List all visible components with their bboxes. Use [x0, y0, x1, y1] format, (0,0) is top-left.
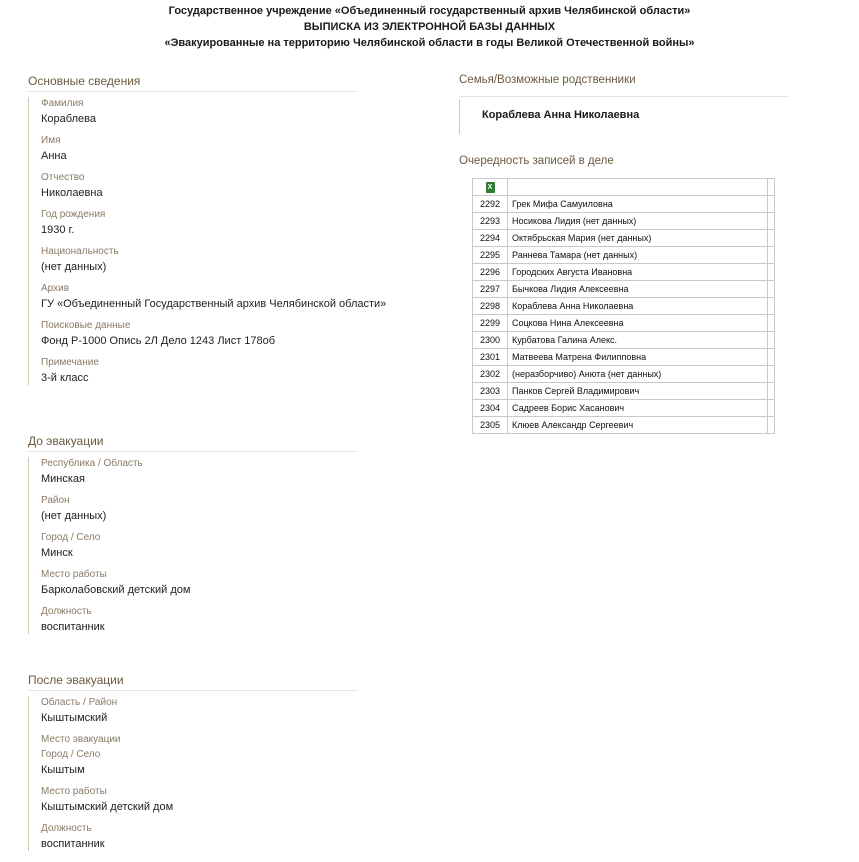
- record-name: Садреев Борис Хасанович: [508, 400, 768, 417]
- record-number: 2294: [473, 230, 508, 247]
- section-title-after-evacuation: После эвакуации: [28, 673, 124, 687]
- table-cell: [768, 417, 775, 434]
- table-cell: [768, 400, 775, 417]
- field-value: 3-й класс: [41, 372, 89, 384]
- record-name: Панков Сергей Владимирович: [508, 383, 768, 400]
- table-cell: [768, 230, 775, 247]
- record-name: Курбатова Галина Алекс.: [508, 332, 768, 349]
- table-cell: [768, 196, 775, 213]
- field-workplace: [41, 785, 173, 814]
- field-value: Фонд Р-1000 Опись 2Л Дело 1243 Лист 178об: [41, 335, 276, 347]
- table-header-row: [473, 179, 775, 196]
- table-cell: [768, 315, 775, 332]
- field-value: Кыштымский детский дом: [41, 801, 174, 813]
- record-name: Бычкова Лидия Алексеевна: [508, 281, 768, 298]
- field-value: Николаевна: [41, 187, 103, 199]
- record-name: Соцкова Нина Алексеевна: [508, 315, 768, 332]
- field-value: Анна: [41, 150, 67, 162]
- field-label: Имя: [41, 135, 61, 146]
- field-label: Поисковые данные: [41, 320, 131, 331]
- record-name: Октябрьская Мария (нет данных): [508, 230, 768, 247]
- record-number: 2295: [473, 247, 508, 264]
- table-row[interactable]: [473, 417, 775, 434]
- field-surname: [41, 97, 386, 126]
- table-cell: [768, 383, 775, 400]
- record-number: 2292: [473, 196, 508, 213]
- field-value: Барколабовский детский дом: [41, 584, 191, 596]
- table-row[interactable]: [473, 264, 775, 281]
- field-note: [41, 356, 386, 385]
- field-label: Место работы: [41, 786, 107, 797]
- table-row[interactable]: [473, 230, 775, 247]
- field-value: ГУ «Объединенный Государственный архив Челябинской области»: [41, 298, 387, 310]
- field-value: 1930 г.: [41, 224, 75, 236]
- excel-icon[interactable]: X: [486, 182, 495, 193]
- header-extract-title: ВЫПИСКА ИЗ ЭЛЕКТРОННОЙ БАЗЫ ДАННЫХ: [303, 21, 556, 33]
- table-cell: [768, 213, 775, 230]
- table-cell: [768, 247, 775, 264]
- table-row[interactable]: [473, 281, 775, 298]
- table-row[interactable]: [473, 366, 775, 383]
- field-label: Отчество: [41, 172, 85, 183]
- record-number: 2300: [473, 332, 508, 349]
- record-name: Носикова Лидия (нет данных): [508, 213, 768, 230]
- field-position: [41, 605, 190, 634]
- field-archive: [41, 282, 386, 311]
- field-label: Район: [41, 495, 70, 506]
- field-value: (нет данных): [41, 261, 107, 273]
- record-number: 2302: [473, 366, 508, 383]
- document-header: [0, 0, 859, 51]
- basic-fields: [28, 97, 386, 385]
- table-cell: [768, 179, 775, 196]
- field-value: Кыштым: [41, 764, 85, 776]
- record-name: Грек Мифа Самуиловна: [508, 196, 768, 213]
- record-number: 2299: [473, 315, 508, 332]
- table-cell: [768, 281, 775, 298]
- field-label: Год рождения: [41, 209, 106, 220]
- field-sublabel: Город / Село: [41, 749, 101, 760]
- field-region-district: [41, 696, 173, 725]
- table-row[interactable]: [473, 383, 775, 400]
- field-value: воспитанник: [41, 838, 105, 850]
- table-row[interactable]: [473, 332, 775, 349]
- field-label: Место работы: [41, 569, 107, 580]
- record-name: Клюев Александр Сергеевич: [508, 417, 768, 434]
- sequence-table: [472, 178, 775, 434]
- record-number: 2304: [473, 400, 508, 417]
- field-search-data: [41, 319, 386, 348]
- table-row[interactable]: [473, 315, 775, 332]
- field-value: (нет данных): [41, 510, 107, 522]
- table-row[interactable]: [473, 298, 775, 315]
- table-cell: [768, 366, 775, 383]
- record-name: Раннева Тамара (нет данных): [508, 247, 768, 264]
- field-value: Минск: [41, 547, 73, 559]
- before-evacuation-fields: [28, 457, 190, 634]
- record-number: 2298: [473, 298, 508, 315]
- field-region: [41, 457, 190, 486]
- field-city: [41, 531, 190, 560]
- field-label: Город / Село: [41, 532, 101, 543]
- field-workplace: [41, 568, 190, 597]
- record-name: (неразборчиво) Анюта (нет данных): [508, 366, 768, 383]
- field-label: Архив: [41, 283, 70, 294]
- record-number: 2305: [473, 417, 508, 434]
- field-label: Должность: [41, 823, 92, 834]
- header-database-name: «Эвакуированные на территорию Челябинской области в годы Великой Отечественной войны»: [164, 37, 695, 49]
- table-row[interactable]: [473, 400, 775, 417]
- field-nationality: [41, 245, 386, 274]
- relative-name[interactable]: Кораблева Анна Николаевна: [482, 109, 640, 121]
- divider: [459, 96, 789, 97]
- table-row[interactable]: [473, 196, 775, 213]
- field-patronymic: [41, 171, 386, 200]
- field-value: Кыштымский: [41, 712, 108, 724]
- family-block: [459, 100, 790, 134]
- section-title-family: Семья/Возможные родственники: [459, 74, 636, 86]
- field-label: Республика / Область: [41, 458, 143, 469]
- table-cell: [768, 298, 775, 315]
- field-value: воспитанник: [41, 621, 105, 633]
- after-evacuation-fields: [28, 696, 173, 851]
- table-row[interactable]: [473, 213, 775, 230]
- field-value: Минская: [41, 473, 86, 485]
- table-cell: [508, 179, 768, 196]
- field-label: Место эвакуации: [41, 734, 121, 745]
- field-label: Примечание: [41, 357, 99, 368]
- header-archive-name: Государственное учреждение «Объединенный государственный архив Челябинской области»: [168, 5, 691, 17]
- record-number: 2303: [473, 383, 508, 400]
- field-position: [41, 822, 173, 851]
- table-row[interactable]: [473, 349, 775, 366]
- section-title-basic: Основные сведения: [28, 74, 141, 88]
- table-row[interactable]: [473, 247, 775, 264]
- field-birth-year: [41, 208, 386, 237]
- record-number: 2296: [473, 264, 508, 281]
- record-name: Кораблева Анна Николаевна: [508, 298, 768, 315]
- field-label: Область / Район: [41, 697, 118, 708]
- record-name: Матвеева Матрена Филипповна: [508, 349, 768, 366]
- record-number: 2293: [473, 213, 508, 230]
- table-cell: [768, 264, 775, 281]
- field-label: Национальность: [41, 246, 119, 257]
- record-number: 2297: [473, 281, 508, 298]
- table-cell: [473, 179, 508, 196]
- field-district: [41, 494, 190, 523]
- field-label: Фамилия: [41, 98, 84, 109]
- table-cell: [768, 349, 775, 366]
- record-name: Городских Августа Ивановна: [508, 264, 768, 281]
- field-evacuation-place: [41, 733, 173, 777]
- table-cell: [768, 332, 775, 349]
- record-number: 2301: [473, 349, 508, 366]
- section-title-before-evacuation: До эвакуации: [28, 434, 104, 448]
- field-first-name: [41, 134, 386, 163]
- field-value: Кораблева: [41, 113, 96, 125]
- section-title-sequence: Очередность записей в деле: [459, 155, 614, 167]
- field-label: Должность: [41, 606, 92, 617]
